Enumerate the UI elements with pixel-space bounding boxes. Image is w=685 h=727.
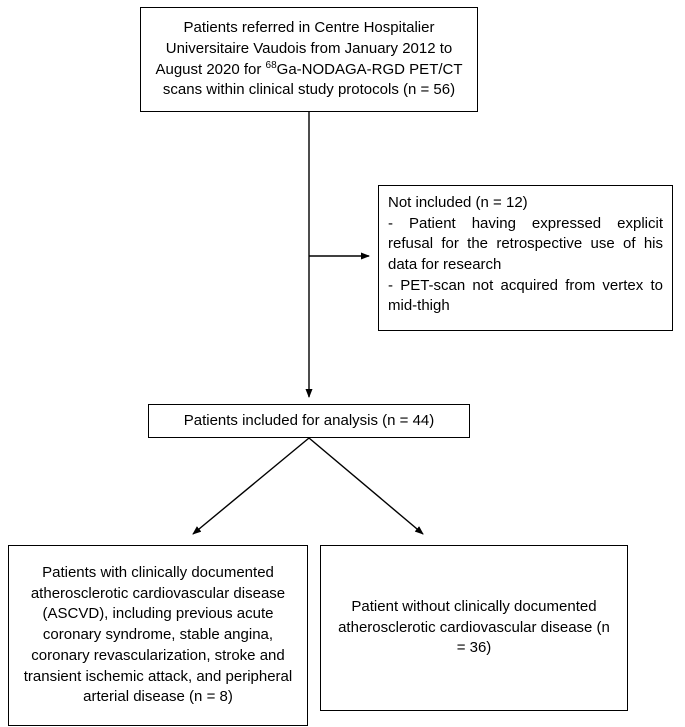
arrow-included-to-ascvd	[193, 438, 309, 534]
arrow-included-to-no-ascvd	[309, 438, 423, 534]
ascvd-patients-text: Patients with clinically documented atherosclerotic cardiovascular disease (ASCVD), including previous acute coronary syndrome, stable angina, coronary revascularization, stroke and transient ischemic attack, and peripheral arterial disease (n = 8)	[23, 564, 293, 706]
referred-patients-text-part2: Ga-NODAGA-RGD PET/CT scans within clinical study protocols (n = 56)	[162, 60, 463, 99]
referred-patients-text-part1: Patients referred in Centre Hospitalier Universitaire Vaudois from January 2012 to August 2020 for	[155, 19, 453, 78]
included-for-analysis-box	[148, 404, 470, 438]
referred-patients-text	[153, 18, 465, 101]
not-included-title: Not included (n = 12)	[388, 194, 528, 211]
not-included-item-petscan: - PET-scan not acquired from vertex to mid-thigh	[388, 276, 663, 315]
isotope-superscript: 68	[265, 59, 277, 71]
ascvd-patients-box	[8, 545, 308, 726]
not-included-box	[378, 185, 673, 331]
no-ascvd-patients-box	[320, 545, 628, 711]
referred-patients-box	[140, 7, 478, 112]
no-ascvd-patients-text: Patient without clinically documented atherosclerotic cardiovascular disease (n = 36)	[338, 597, 610, 657]
included-for-analysis-text: Patients included for analysis (n = 44)	[183, 411, 435, 429]
not-included-item-refusal: - Patient having expressed explicit refusal for the retrospective use of his data for research	[388, 214, 663, 274]
